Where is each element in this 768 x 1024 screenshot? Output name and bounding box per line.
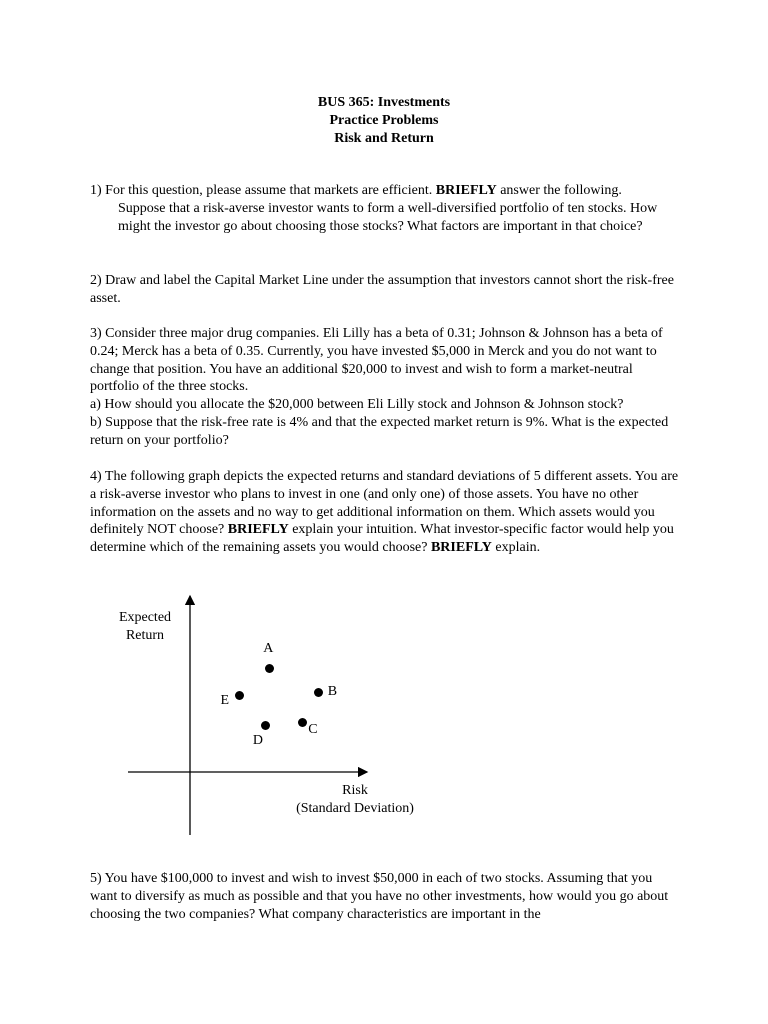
y-axis-label: [110, 609, 180, 645]
y-axis-label-line2: Return: [125, 628, 165, 643]
data-point-label-a: A: [263, 641, 274, 657]
question-5: [90, 870, 680, 923]
data-point-label-b: B: [327, 683, 338, 699]
question-1-emphasis: BRIEFLY: [435, 183, 497, 198]
document-subtitle: Practice Problems: [329, 113, 439, 128]
data-point-label-c: C: [308, 721, 318, 737]
question-4-text: [90, 468, 680, 557]
question-5-text: 5) You have $100,000 to invest and wish to invest $50,000 in each of two stocks. Assuming that you want to diversify as much as possible and that you have no other investments, how would you go about choosing the two companies? What company characteristics are important in the: [90, 871, 669, 922]
course-title: BUS 365: Investments: [317, 95, 451, 110]
question-1: [90, 182, 680, 235]
question-4-emphasis-2: BRIEFLY: [430, 540, 492, 556]
question-3-part-b: b) Suppose that the risk-free rate is 4% and that the expected market return is 9%. What is the expected return on your portfolio?: [90, 414, 669, 448]
question-3: [90, 325, 680, 450]
question-4-emphasis-1: BRIEFLY: [227, 522, 289, 538]
question-4-text-3: explain.: [491, 540, 541, 556]
question-1-body: Suppose that a risk-averse investor wants to form a well-diversified portfolio of ten stocks. How might the investor go about choosing those stocks? What factors are important in that choice?: [118, 200, 658, 234]
question-3-part-a: a) How should you allocate the $20,000 between Eli Lilly stock and Johnson & Johnson stock?: [90, 397, 624, 413]
document-header: [0, 94, 768, 148]
x-axis-label: [270, 782, 440, 818]
question-4-text-1: 4) The following graph depicts the expected returns and standard deviations of 5 different assets. You are a risk-averse investor who plans to invest in one (and only one) of those assets. You have no other information on the assets and no way to get additional information on them. Which assets would you definitely NOT choose?: [90, 469, 679, 538]
data-point-label-d: D: [252, 732, 264, 748]
data-point-a: [265, 664, 274, 673]
question-2: [90, 272, 680, 308]
x-axis-label-line1: Risk: [342, 783, 368, 798]
question-1-text-c: answer the following.: [496, 183, 622, 198]
question-1-text-a: 1) For this question, please assume that markets are efficient.: [90, 183, 436, 198]
x-axis-label-line2: (Standard Deviation): [296, 801, 414, 816]
question-1-lead: [90, 182, 680, 200]
question-4-text-2: explain your intuition. What investor-specific factor would help you determine which of the remaining assets you would choose?: [90, 522, 674, 556]
question-2-text: 2) Draw and label the Capital Market Line under the assumption that investors cannot short the risk-free asset.: [90, 273, 674, 306]
question-3-intro: 3) Consider three major drug companies. Eli Lilly has a beta of 0.31; Johnson & Johnson has a beta of 0.24; Merck has a beta of 0.35. Currently, you have invested $5,000 in Merck and you do not want to change that position. You have an additional $20,000 to invest and wish to form a market-neutral portfolio of the three stocks.: [90, 326, 663, 395]
risk-return-chart: [100, 590, 440, 840]
document-topic: Risk and Return: [334, 131, 434, 146]
question-4: [90, 468, 680, 557]
data-point-label-e: E: [220, 692, 230, 708]
y-axis-label-line1: Expected: [118, 610, 172, 625]
